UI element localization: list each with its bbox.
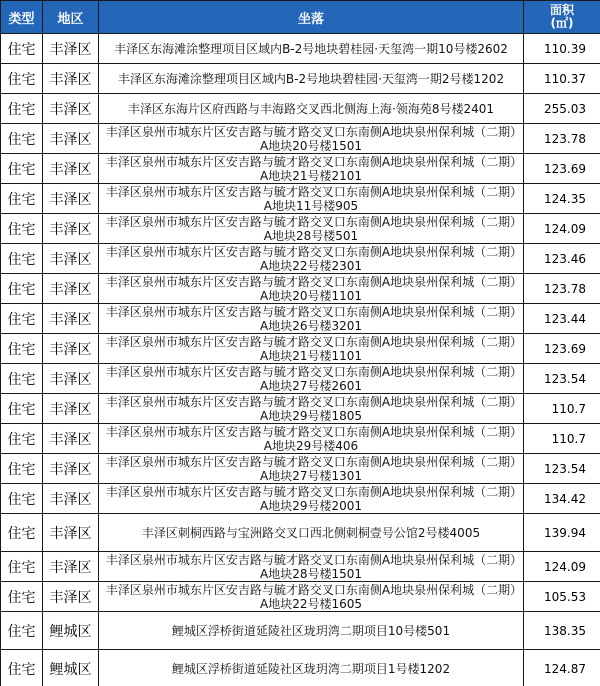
- table-row: [1, 184, 600, 214]
- location-cell: 丰泽区泉州市城东片区安吉路与毓才路交叉口东南侧A地块泉州保利城（二期）A地块27号楼1301: [99, 454, 524, 484]
- location-cell: 丰泽区泉州市城东片区安吉路与毓才路交叉口东南侧A地块泉州保利城（二期）A地块27号楼2601: [99, 364, 524, 394]
- area-cell: 123.69: [524, 154, 600, 184]
- region-cell: 丰泽区: [43, 394, 99, 424]
- area-cell: 134.42: [524, 484, 600, 514]
- area-cell: 110.7: [524, 394, 600, 424]
- region-cell: 丰泽区: [43, 334, 99, 364]
- region-cell: 丰泽区: [43, 124, 99, 154]
- table-row: [1, 214, 600, 244]
- type-cell: 住宅: [1, 64, 43, 94]
- location-cell: 丰泽区泉州市城东片区安吉路与毓才路交叉口东南侧A地块泉州保利城（二期）A地块29号楼1805: [99, 394, 524, 424]
- region-cell: 丰泽区: [43, 94, 99, 124]
- location-cell: 丰泽区泉州市城东片区安吉路与毓才路交叉口东南侧A地块泉州保利城（二期）A地块21号楼2101: [99, 154, 524, 184]
- table-row: [1, 334, 600, 364]
- table-row: [1, 650, 600, 686]
- region-cell: 丰泽区: [43, 424, 99, 454]
- type-cell: 住宅: [1, 214, 43, 244]
- type-cell: 住宅: [1, 154, 43, 184]
- type-cell: 住宅: [1, 612, 43, 650]
- header-area-label: 面积: [549, 3, 574, 17]
- type-cell: 住宅: [1, 454, 43, 484]
- header-region: 地区: [43, 1, 99, 34]
- area-cell: 124.09: [524, 552, 600, 582]
- area-cell: 138.35: [524, 612, 600, 650]
- table-row: [1, 64, 600, 94]
- area-cell: 123.54: [524, 454, 600, 484]
- type-cell: 住宅: [1, 274, 43, 304]
- region-cell: 丰泽区: [43, 154, 99, 184]
- region-cell: 丰泽区: [43, 214, 99, 244]
- region-cell: 丰泽区: [43, 514, 99, 552]
- location-cell: 丰泽区泉州市城东片区安吉路与毓才路交叉口东南侧A地块泉州保利城（二期）A地块29号楼406: [99, 424, 524, 454]
- region-cell: 丰泽区: [43, 244, 99, 274]
- type-cell: 住宅: [1, 484, 43, 514]
- table-row: [1, 364, 600, 394]
- region-cell: 丰泽区: [43, 304, 99, 334]
- region-cell: 鲤城区: [43, 650, 99, 686]
- region-cell: 丰泽区: [43, 484, 99, 514]
- region-cell: 丰泽区: [43, 274, 99, 304]
- area-cell: 123.69: [524, 334, 600, 364]
- area-cell: 105.53: [524, 582, 600, 612]
- location-cell: 丰泽区泉州市城东片区安吉路与毓才路交叉口东南侧A地块泉州保利城（二期）A地块20号楼1101: [99, 274, 524, 304]
- type-cell: 住宅: [1, 304, 43, 334]
- area-cell: 123.78: [524, 124, 600, 154]
- header-area: [524, 1, 600, 34]
- table-row: [1, 484, 600, 514]
- location-cell: 丰泽区东海滩涂整理项目区域内B-2号地块碧桂园·天玺湾一期10号楼2602: [99, 34, 524, 64]
- table-row: [1, 34, 600, 64]
- location-cell: 丰泽区泉州市城东片区安吉路与毓才路交叉口东南侧A地块泉州保利城（二期）A地块22号楼2301: [99, 244, 524, 274]
- area-cell: 110.7: [524, 424, 600, 454]
- region-cell: 丰泽区: [43, 552, 99, 582]
- type-cell: 住宅: [1, 244, 43, 274]
- location-cell: 鲤城区浮桥街道延陵社区珑玥湾二期项目1号楼1202: [99, 650, 524, 686]
- location-cell: 丰泽区泉州市城东片区安吉路与毓才路交叉口东南侧A地块泉州保利城（二期）A地块28号楼501: [99, 214, 524, 244]
- type-cell: 住宅: [1, 394, 43, 424]
- location-cell: 丰泽区泉州市城东片区安吉路与毓才路交叉口东南侧A地块泉州保利城（二期）A地块28号楼1501: [99, 552, 524, 582]
- area-cell: 110.39: [524, 34, 600, 64]
- region-cell: 鲤城区: [43, 612, 99, 650]
- region-cell: 丰泽区: [43, 64, 99, 94]
- table-row: [1, 124, 600, 154]
- header-area-unit: (㎡): [550, 16, 574, 30]
- table-row: [1, 454, 600, 484]
- table-row: [1, 612, 600, 650]
- region-cell: 丰泽区: [43, 454, 99, 484]
- location-cell: 丰泽区泉州市城东片区安吉路与毓才路交叉口东南侧A地块泉州保利城（二期）A地块20号楼1501: [99, 124, 524, 154]
- area-cell: 123.46: [524, 244, 600, 274]
- type-cell: 住宅: [1, 34, 43, 64]
- region-cell: 丰泽区: [43, 184, 99, 214]
- type-cell: 住宅: [1, 514, 43, 552]
- type-cell: 住宅: [1, 184, 43, 214]
- table-row: [1, 244, 600, 274]
- area-cell: 124.09: [524, 214, 600, 244]
- type-cell: 住宅: [1, 424, 43, 454]
- type-cell: 住宅: [1, 364, 43, 394]
- type-cell: 住宅: [1, 124, 43, 154]
- table-row: [1, 274, 600, 304]
- table-body: [1, 34, 600, 686]
- table-row: [1, 424, 600, 454]
- header-type: 类型: [1, 1, 43, 34]
- area-cell: 123.54: [524, 364, 600, 394]
- area-cell: 139.94: [524, 514, 600, 552]
- region-cell: 丰泽区: [43, 364, 99, 394]
- type-cell: 住宅: [1, 650, 43, 686]
- location-cell: 丰泽区泉州市城东片区安吉路与毓才路交叉口东南侧A地块泉州保利城（二期）A地块22号楼1605: [99, 582, 524, 612]
- area-cell: 124.35: [524, 184, 600, 214]
- location-cell: 丰泽区泉州市城东片区安吉路与毓才路交叉口东南侧A地块泉州保利城（二期）A地块26号楼3201: [99, 304, 524, 334]
- type-cell: 住宅: [1, 334, 43, 364]
- area-cell: 123.44: [524, 304, 600, 334]
- table-row: [1, 552, 600, 582]
- table-row: [1, 394, 600, 424]
- location-cell: 丰泽区泉州市城东片区安吉路与毓才路交叉口东南侧A地块泉州保利城（二期）A地块11号楼905: [99, 184, 524, 214]
- location-cell: 丰泽区泉州市城东片区安吉路与毓才路交叉口东南侧A地块泉州保利城（二期）A地块21号楼1101: [99, 334, 524, 364]
- table-row: [1, 154, 600, 184]
- region-cell: 丰泽区: [43, 34, 99, 64]
- location-cell: 丰泽区泉州市城东片区安吉路与毓才路交叉口东南侧A地块泉州保利城（二期）A地块29号楼2001: [99, 484, 524, 514]
- table-row: [1, 304, 600, 334]
- region-cell: 丰泽区: [43, 582, 99, 612]
- area-cell: 110.37: [524, 64, 600, 94]
- type-cell: 住宅: [1, 552, 43, 582]
- header-location: 坐落: [99, 1, 524, 34]
- area-cell: 255.03: [524, 94, 600, 124]
- area-cell: 123.78: [524, 274, 600, 304]
- table-row: [1, 514, 600, 552]
- area-cell: 124.87: [524, 650, 600, 686]
- type-cell: 住宅: [1, 582, 43, 612]
- table-row: [1, 582, 600, 612]
- location-cell: 丰泽区东海片区府西路与丰海路交叉西北侧海上海·领海苑8号楼2401: [99, 94, 524, 124]
- table-row: [1, 94, 600, 124]
- location-cell: 丰泽区刺桐西路与宝洲路交叉口西北侧刺桐壹号公馆2号楼4005: [99, 514, 524, 552]
- location-cell: 鲤城区浮桥街道延陵社区珑玥湾二期项目10号楼501: [99, 612, 524, 650]
- type-cell: 住宅: [1, 94, 43, 124]
- location-cell: 丰泽区东海滩涂整理项目区域内B-2号地块碧桂园·天玺湾一期2号楼1202: [99, 64, 524, 94]
- table-header-row: [1, 1, 600, 34]
